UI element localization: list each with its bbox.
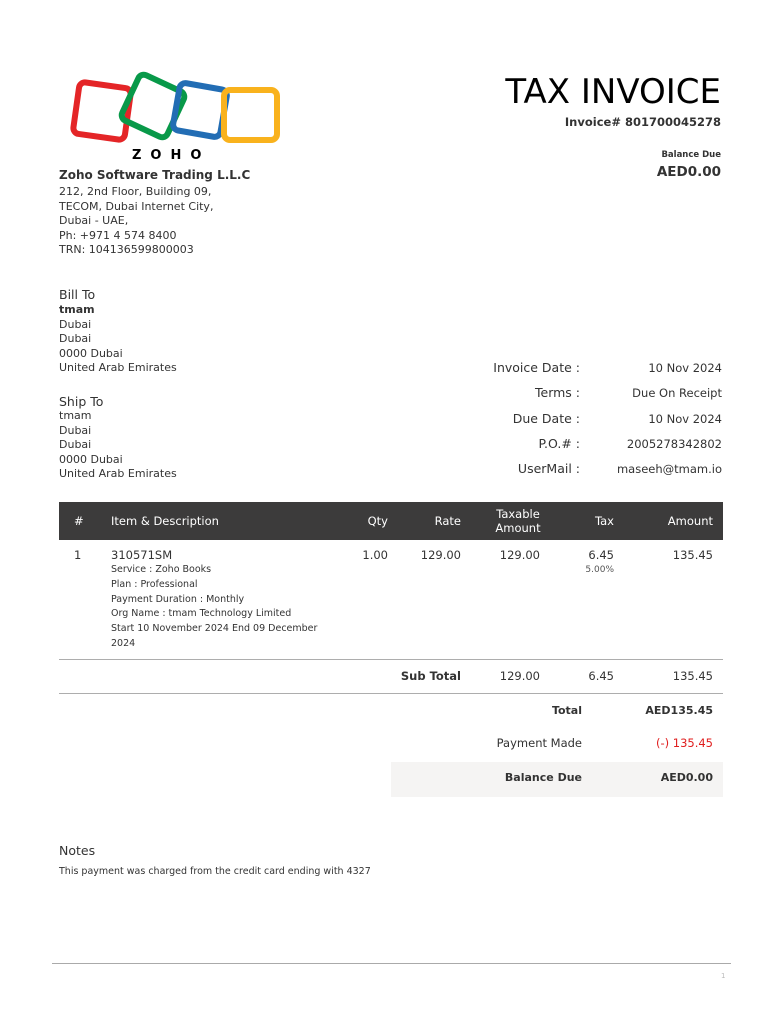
meta-row-usermail [432, 461, 722, 486]
header-taxable-amount [489, 507, 547, 535]
bill-to-label: Bill To [59, 287, 96, 302]
description-line: Plan : Professional [111, 578, 198, 590]
bill-to-line: Dubai [59, 332, 92, 346]
row-amount: 135.45 [672, 548, 713, 562]
meta-label: Invoice Date : [493, 360, 580, 375]
description-line: Org Name : tmam Technology Limited [111, 608, 292, 620]
balance-due-total-value: AED0.00 [660, 771, 713, 784]
subtotal-tax: 6.45 [588, 669, 614, 683]
header-taxable-line2: Amount [495, 521, 541, 535]
row-tax-rate: 5.00% [585, 565, 614, 575]
meta-value: maseeh@tmam.io [616, 462, 722, 477]
page-number: 1 [721, 972, 726, 980]
header-qty: Qty [367, 514, 388, 528]
meta-label: P.O.# : [538, 435, 580, 451]
ship-to-label: Ship To [59, 394, 104, 409]
bill-to-line: Dubai [59, 317, 92, 331]
address-line: Ph: +971 4 574 8400 [59, 228, 177, 242]
row-divider [59, 659, 723, 660]
meta-value: Due On Receipt [632, 386, 722, 401]
header-rate: Rate [434, 514, 461, 528]
bill-to-line: 0000 Dubai [59, 346, 123, 360]
description-line: 2024 [111, 637, 136, 649]
meta-row-terms [432, 385, 722, 410]
row-item-code: 310571SM [111, 548, 173, 562]
row-description [111, 563, 317, 652]
row-rate: 129.00 [420, 548, 461, 562]
row-qty: 1.00 [362, 548, 388, 562]
items-table-header [59, 502, 723, 540]
invoice-meta [432, 360, 722, 486]
total-label: Total [551, 704, 582, 717]
meta-value: 10 Nov 2024 [648, 411, 722, 426]
ship-to-line: Dubai [59, 423, 92, 437]
logo-yellow-square [224, 90, 277, 140]
row-tax: 6.45 [588, 548, 614, 562]
logo-wordmark: ZOHO [132, 148, 211, 163]
header-taxable-line1: Taxable [496, 507, 540, 521]
company-name: Zoho Software Trading L.L.C [59, 168, 251, 182]
meta-value: 10 Nov 2024 [648, 361, 722, 375]
company-address [59, 185, 213, 258]
meta-row-po-number [432, 436, 722, 461]
total-value: AED135.45 [645, 704, 713, 717]
row-num: 1 [74, 548, 82, 562]
bill-to-line: United Arab Emirates [59, 361, 177, 375]
subtotal-label: Sub Total [400, 669, 461, 683]
balance-due-label: Balance Due [661, 150, 721, 160]
payment-made-value: (-) 135.45 [655, 736, 713, 750]
row-taxable: 129.00 [499, 548, 540, 562]
address-line: 212, 2nd Floor, Building 09, [59, 185, 212, 198]
header-item: Item & Description [111, 514, 219, 528]
document-title: TAX INVOICE [505, 72, 721, 112]
invoice-number: Invoice# 801700045278 [564, 115, 721, 129]
meta-row-invoice-date [432, 360, 722, 385]
balance-due-total-label: Balance Due [504, 771, 582, 784]
ship-to-line: 0000 Dubai [59, 452, 123, 466]
subtotal-taxable: 129.00 [499, 669, 540, 683]
ship-to-line: tmam [59, 409, 92, 422]
header-amount: Amount [667, 514, 713, 528]
address-line: TECOM, Dubai Internet City, [59, 199, 214, 213]
ship-to-address [59, 409, 177, 482]
notes-label: Notes [59, 843, 96, 858]
meta-label: Terms : [535, 385, 580, 401]
meta-row-due-date [432, 411, 722, 436]
header-num: # [74, 514, 84, 528]
subtotal-amount: 135.45 [672, 669, 713, 683]
bill-to-name: tmam [59, 303, 95, 316]
balance-due-value: AED0.00 [656, 164, 721, 180]
meta-value: 2005278342802 [626, 436, 722, 451]
payment-made-label: Payment Made [496, 736, 582, 750]
description-line: Service : Zoho Books [111, 564, 212, 575]
notes-text: This payment was charged from the credit card ending with 4327 [59, 866, 371, 877]
address-line: Dubai - UAE, [59, 214, 129, 228]
bill-to-address [59, 303, 177, 376]
address-line: TRN: 104136599800003 [59, 243, 194, 257]
subtotal-divider [59, 693, 723, 694]
meta-label: Due Date : [512, 410, 580, 426]
description-line: Payment Duration : Monthly [111, 593, 245, 605]
footer-divider [52, 963, 731, 964]
ship-to-line: Dubai [59, 438, 92, 452]
header-tax: Tax [595, 514, 614, 528]
ship-to-line: United Arab Emirates [59, 467, 177, 481]
description-line: Start 10 November 2024 End 09 December [111, 623, 318, 635]
meta-label: UserMail : [517, 461, 580, 477]
